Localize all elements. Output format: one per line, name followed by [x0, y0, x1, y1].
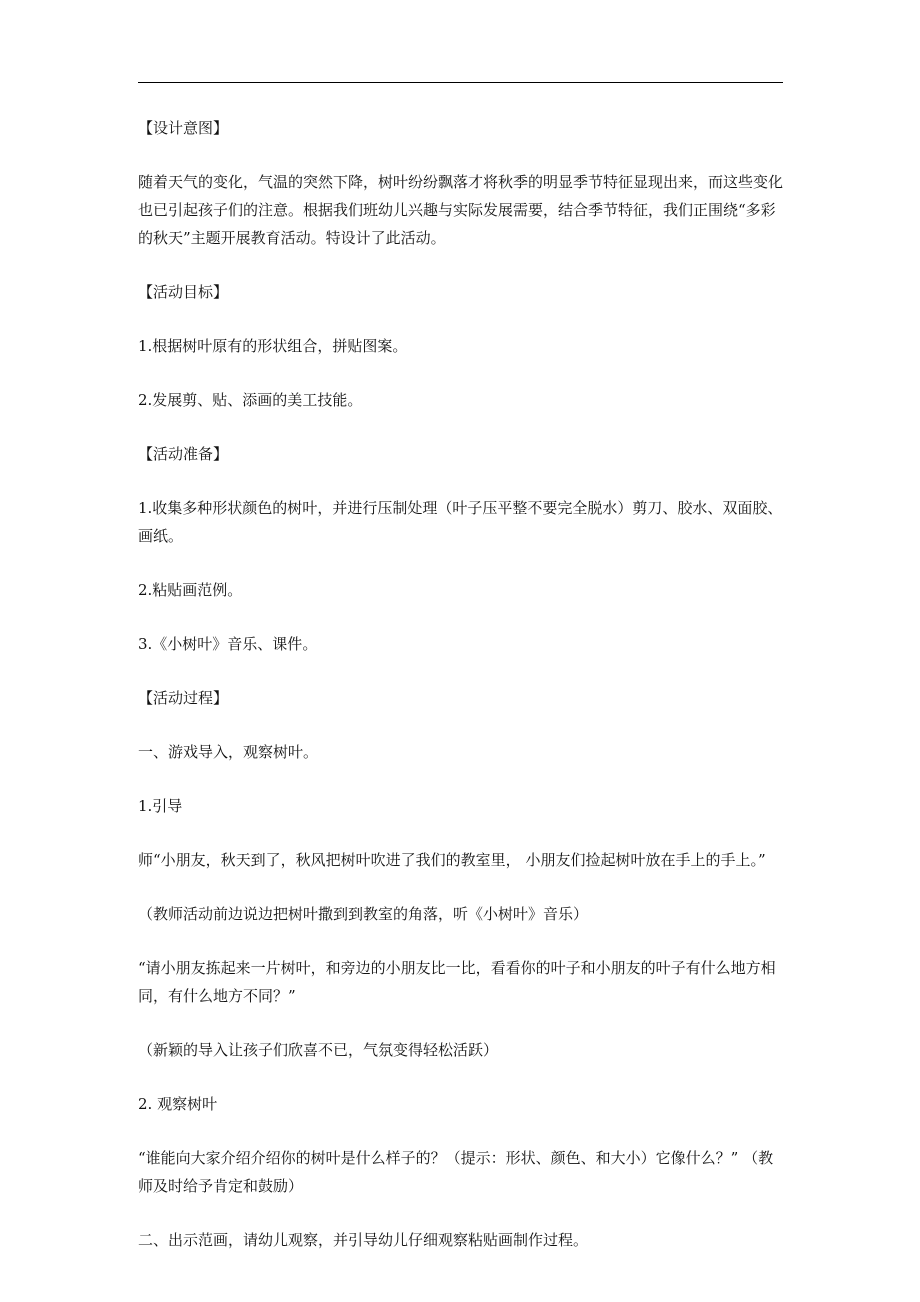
teacher-quote-1: 师“小朋友，秋天到了，秋风把树叶吹进了我们的教室里， 小朋友们捡起树叶放在手上的手上。”	[138, 851, 766, 869]
process-step-1-title: 一、游戏导入，观察树叶。	[138, 743, 319, 761]
process-substep-guide: 1.引导	[138, 797, 183, 815]
goal-item-1: 1.根据树叶原有的形状组合，拼贴图案。	[138, 337, 408, 355]
section-heading-activity-goals: 【活动目标】	[138, 283, 229, 301]
process-step-2-title: 二、出示范画，请幼儿观察，并引导幼儿仔细观察粘贴画制作过程。	[138, 1231, 589, 1249]
teacher-quote-3: “谁能向大家介绍介绍你的树叶是什么样子的？（提示：形状、颜色、和大小）它像什么？” （教师及时给予肯定和鼓励）	[138, 1149, 774, 1195]
section-heading-activity-preparation: 【活动准备】	[138, 445, 229, 463]
section-heading-design-intent: 【设计意图】	[138, 119, 229, 137]
preparation-item-2: 2.粘贴画范例。	[138, 581, 243, 599]
header-rule	[138, 82, 783, 83]
preparation-item-3: 3.《小树叶》音乐、课件。	[138, 635, 318, 653]
document-body	[138, 114, 786, 1280]
teacher-note-1: （教师活动前边说边把树叶撒到到教室的角落，听《小树叶》音乐）	[138, 905, 589, 923]
preparation-item-1: 1.收集多种形状颜色的树叶，并进行压制处理（叶子压平整不要完全脱水）剪刀、胶水、双面胶、画纸。	[138, 499, 783, 545]
process-substep-observe: 2. 观察树叶	[138, 1095, 218, 1113]
goal-item-2: 2.发展剪、贴、添画的美工技能。	[138, 391, 363, 409]
paragraph-design-intent: 随着天气的变化，气温的突然下降，树叶纷纷飘落才将秋季的明显季节特征显现出来，而这些变化也已引起孩子们的注意。根据我们班幼儿兴趣与实际发展需要，结合季节特征，我们正围绕“多彩的秋天”主题开展教育活动。特设计了此活动。	[138, 173, 784, 247]
section-heading-activity-process: 【活动过程】	[138, 689, 229, 707]
teacher-note-2: （新颖的导入让孩子们欣喜不已，气氛变得轻松活跃）	[138, 1041, 499, 1059]
teacher-quote-2: “请小朋友拣起来一片树叶，和旁边的小朋友比一比，看看你的叶子和小朋友的叶子有什么地方相同，有什么地方不同？”	[138, 959, 776, 1005]
